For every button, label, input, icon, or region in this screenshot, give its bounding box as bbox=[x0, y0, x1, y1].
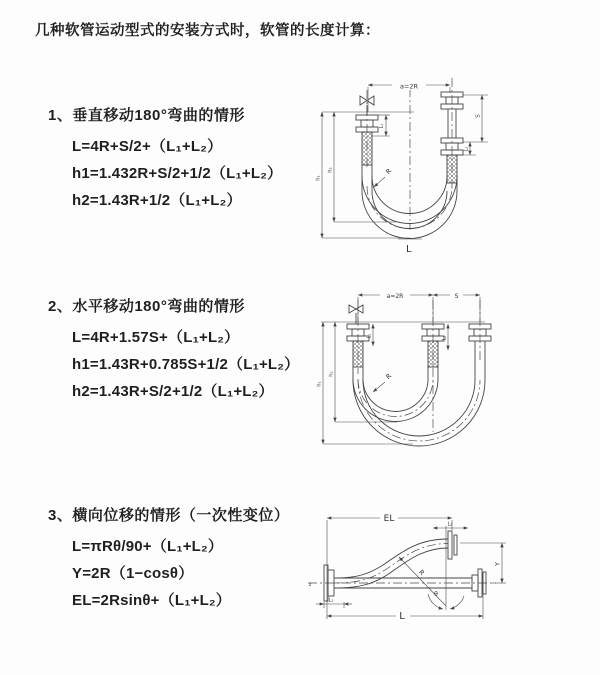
dim-label-l2: L₂ bbox=[447, 521, 453, 528]
radius-label: R bbox=[384, 372, 394, 382]
hose-and-fittings bbox=[347, 305, 491, 446]
dim-label-h1: h₁ bbox=[315, 175, 322, 181]
dim-label-h2: h₂ bbox=[328, 371, 335, 377]
valve-icon bbox=[349, 305, 363, 324]
centerlines bbox=[308, 544, 496, 584]
formula-line: h2=1.43R+S/2+1/2（L₁+L₂） bbox=[72, 383, 274, 400]
centerlines bbox=[358, 300, 480, 441]
dim-label-h2: h₂ bbox=[327, 167, 334, 173]
formula-line: EL=2Rsinθ+（L₁+L₂） bbox=[72, 592, 231, 609]
hose-and-fittings bbox=[356, 92, 463, 239]
dim-label-el: EL bbox=[383, 514, 395, 524]
diagram-lateral-displacement bbox=[300, 498, 600, 653]
formula-line: Y=2R（1−cosθ） bbox=[72, 565, 194, 582]
length-label: L bbox=[406, 244, 412, 255]
section-heading: 1、垂直移动180°弯曲的情形 bbox=[48, 107, 245, 124]
dim-label-s: S bbox=[454, 293, 459, 300]
dim-label-l2: L₂ bbox=[464, 146, 470, 152]
diagram3-labels bbox=[309, 511, 502, 622]
formula-line: h1=1.432R+S/2+1/2（L₁+L₂） bbox=[72, 165, 283, 182]
centerlines bbox=[367, 78, 452, 230]
centerline-mark: z bbox=[308, 582, 312, 588]
hose-and-fittings bbox=[324, 531, 486, 601]
section-heading: 3、横向位移的情形（一次性变位） bbox=[48, 507, 290, 524]
section-vertical-180 bbox=[48, 104, 283, 209]
angle-label: θ bbox=[434, 591, 438, 598]
diagram-horizontal-180-bend bbox=[313, 282, 595, 454]
dimension-lines bbox=[321, 295, 485, 444]
dim-label-l1: L₁ bbox=[367, 333, 373, 339]
diagram2-labels bbox=[317, 290, 464, 387]
radius-label: R bbox=[416, 568, 426, 578]
dim-label-h1: h₁ bbox=[316, 381, 323, 387]
length-label: L bbox=[399, 611, 405, 622]
diagram-vertical-180-bend bbox=[310, 70, 595, 260]
page-title: 几种软管运动型式的安装方式时，软管的长度计算： bbox=[35, 23, 380, 39]
formula-line: L=4R+1.57S+（L₁+L₂） bbox=[72, 329, 240, 346]
dim-label-s: S bbox=[475, 114, 482, 118]
formula-line: h1=1.43R+0.785S+1/2（L₁+L₂） bbox=[72, 356, 300, 373]
formula-line: h2=1.43R+1/2（L₁+L₂） bbox=[72, 192, 242, 209]
dim-label-y: Y bbox=[493, 562, 502, 566]
section-lateral-displacement bbox=[48, 504, 290, 609]
dimension-lines bbox=[316, 518, 506, 619]
section-horizontal-180 bbox=[48, 295, 300, 400]
dim-label-span: a=2R bbox=[386, 293, 404, 300]
dim-label-l2: L₂ bbox=[442, 335, 448, 341]
formula-line: L=πRθ/90+（L₁+L₂） bbox=[72, 538, 224, 555]
formula-line: L=4R+S/2+（L₁+L₂） bbox=[72, 138, 223, 155]
dim-label-l1: L₁ bbox=[380, 123, 385, 129]
section-heading: 2、水平移动180°弯曲的情形 bbox=[48, 298, 245, 315]
dim-label-l1: L₁ bbox=[328, 597, 334, 604]
dim-label-span: a=2R bbox=[399, 82, 419, 91]
radius-label: R bbox=[384, 167, 394, 177]
